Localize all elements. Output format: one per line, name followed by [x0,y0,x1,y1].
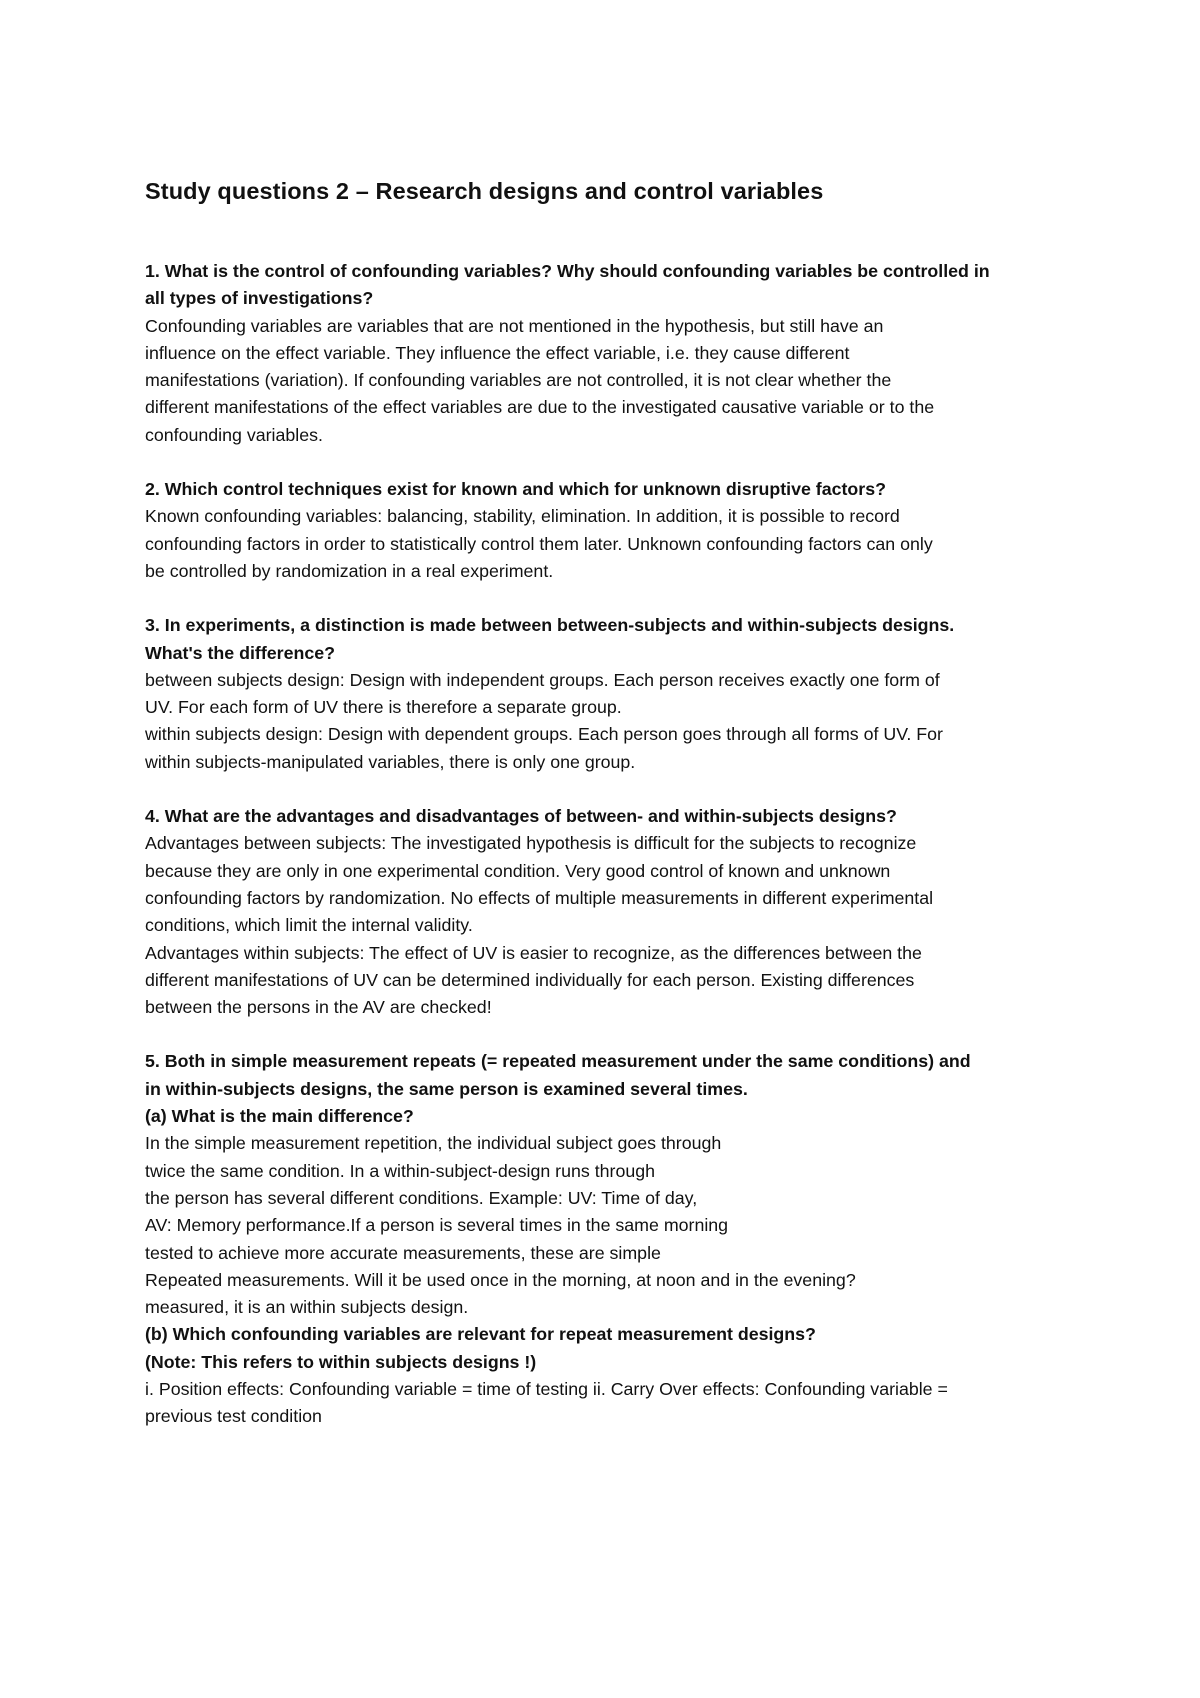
answer-text: influence on the effect variable. They influence the effect variable, i.e. they cause different [145,342,850,363]
answer-text: between the persons in the AV are checked! [145,997,492,1018]
answer-text: Advantages between subjects: The investigated hypothesis is difficult for the subjects to recognize [145,833,917,854]
answer-text: manifestations (variation). If confounding variables are not controlled, it is not clear whether the [145,370,892,391]
answer-text: confounding factors in order to statistically control them later. Unknown confounding factors can only [145,533,933,554]
sub-question-text: (b) Which confounding variables are relevant for repeat measurement designs? [145,1324,816,1345]
answer-text: Repeated measurements. Will it be used once in the morning, at noon and in the evening? [145,1269,856,1290]
answer-text: tested to achieve more accurate measurements, these are simple [145,1242,661,1263]
question-text: 4. What are the advantages and disadvantages of between- and within-subjects designs? [145,806,897,827]
question-section-4 [145,803,1075,1021]
answer-text: confounding variables. [145,424,323,445]
sub-question-note: (Note: This refers to within subjects designs !) [145,1351,537,1372]
answer-text: the person has several different conditions. Example: UV: Time of day, [145,1187,698,1208]
question-section-5 [145,1048,1075,1430]
answer-text: because they are only in one experimental condition. Very good control of known and unknown [145,860,891,881]
answer-text: Confounding variables are variables that are not mentioned in the hypothesis, but still have an [145,315,884,336]
answer-text: UV. For each form of UV there is therefore a separate group. [145,697,622,718]
answer-text: be controlled by randomization in a real experiment. [145,560,554,581]
answer-text: AV: Memory performance.If a person is several times in the same morning [145,1215,729,1236]
answer-text: In the simple measurement repetition, the individual subject goes through [145,1133,722,1154]
answer-text: different manifestations of the effect variables are due to the investigated causative variable or to the [145,397,935,418]
question-section-2 [145,476,1075,585]
answer-text: twice the same condition. In a within-subject-design runs through [145,1160,656,1181]
answer-text: confounding factors by randomization. No effects of multiple measurements in different experimental [145,887,934,908]
answer-text: i. Position effects: Confounding variable = time of testing ii. Carry Over effects: Confounding variable = [145,1378,948,1399]
answer-text: measured, it is an within subjects design. [145,1297,469,1318]
answer-text: within subjects-manipulated variables, there is only one group. [145,751,636,772]
answer-text: within subjects design: Design with dependent groups. Each person goes through all forms of UV. For [145,724,943,745]
question-text: What's the difference? [145,642,335,663]
answer-text: conditions, which limit the internal validity. [145,915,473,936]
answer-text: different manifestations of UV can be determined individually for each person. Existing differences [145,969,915,990]
answer-text: Known confounding variables: balancing, stability, elimination. In addition, it is possible to record [145,506,900,527]
document-title: Study questions 2 – Research designs and control variables [145,178,824,204]
answer-text: between subjects design: Design with independent groups. Each person receives exactly one form of [145,669,940,690]
question-section-1 [145,258,1075,449]
answer-text: Advantages within subjects: The effect of UV is easier to recognize, as the differences between the [145,942,922,963]
question-text: 3. In experiments, a distinction is made between between-subjects and within-subjects designs. [145,615,955,636]
question-text: all types of investigations? [145,288,374,309]
question-section-3 [145,612,1075,776]
question-text: 5. Both in simple measurement repeats (= repeated measurement under the same conditions) and [145,1051,971,1072]
question-text: in within-subjects designs, the same person is examined several times. [145,1078,748,1099]
answer-text: previous test condition [145,1406,322,1427]
question-text: 2. Which control techniques exist for known and which for unknown disruptive factors? [145,479,886,500]
question-text: 1. What is the control of confounding variables? Why should confounding variables be controlled in [145,261,990,281]
document-content [145,176,1075,1458]
sub-question-text: (a) What is the main difference? [145,1106,414,1127]
